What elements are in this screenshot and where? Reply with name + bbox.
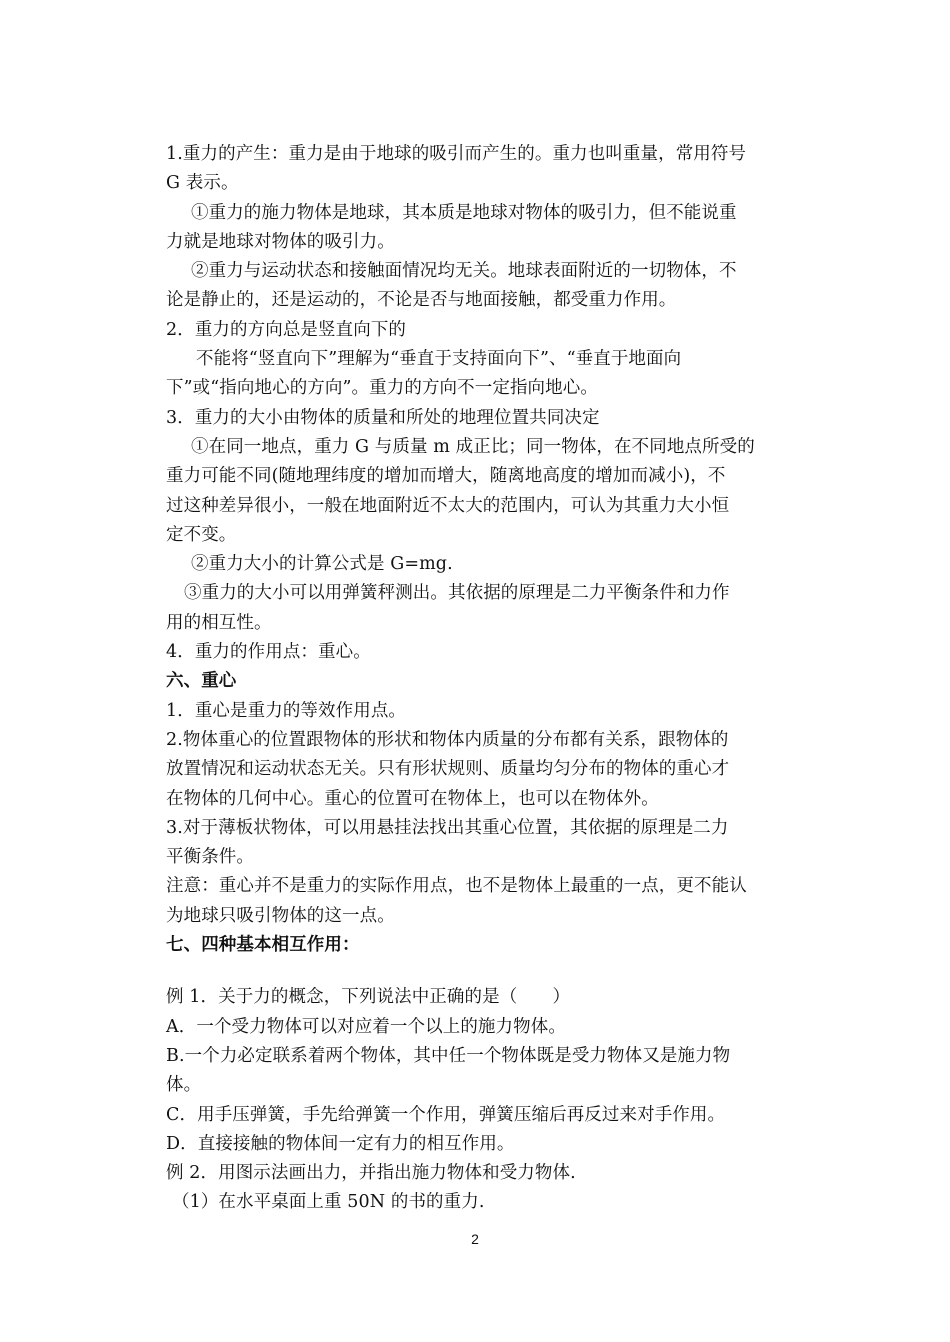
example-question: 例 1．关于力的概念，下列说法中正确的是（ ） bbox=[166, 987, 571, 1008]
text-line: 放置情况和运动状态无关。只有形状规则、质量均匀分布的物体的重心才 bbox=[166, 759, 730, 780]
option-c: C．用手压弹簧，手先给弹簧一个作用，弹簧压缩后再反过来对手作用。 bbox=[166, 1104, 726, 1125]
text-line: 1．重心是重力的等效作用点。 bbox=[166, 700, 407, 721]
text-line: 在物体的几何中心。重心的位置可在物体上，也可以在物体外。 bbox=[166, 788, 659, 809]
option-b-cont: 体。 bbox=[166, 1075, 202, 1096]
section-heading: 六、重心 bbox=[166, 671, 237, 692]
text-line: ①重力的施力物体是地球，其本质是地球对物体的吸引力，但不能说重 bbox=[191, 202, 737, 223]
option-d: D．直接接触的物体间一定有力的相互作用。 bbox=[166, 1133, 515, 1154]
text-line: ③重力的大小可以用弹簧秤测出。其依据的原理是二力平衡条件和力作 bbox=[184, 583, 730, 604]
sub-question: （1）在水平桌面上重 50N 的书的重力. bbox=[172, 1192, 485, 1213]
option-b: B.一个力必定联系着两个物体，其中任一个物体既是受力物体又是施力物 bbox=[166, 1045, 731, 1066]
text-line: ①在同一地点，重力 G 与质量 m 成正比；同一物体，在不同地点所受的 bbox=[191, 436, 755, 457]
text-line: ②重力大小的计算公式是 G=mg. bbox=[191, 554, 453, 575]
page-content bbox=[166, 140, 786, 1218]
text-line: 力就是地球对物体的吸引力。 bbox=[166, 231, 395, 252]
text-line: 注意：重心并不是重力的实际作用点，也不是物体上最重的一点，更不能认 bbox=[166, 876, 747, 897]
text-line: 不能将“竖直向下”理解为“垂直于支持面向下”、“垂直于地面向 bbox=[196, 349, 682, 370]
page-number: 2 bbox=[471, 1231, 479, 1247]
text-line: ②重力与运动状态和接触面情况均无关。地球表面附近的一切物体，不 bbox=[191, 261, 737, 282]
text-line: 重力可能不同(随地理纬度的增加而增大，随离地高度的增加而减小)，不 bbox=[166, 466, 726, 487]
text-line: G 表示。 bbox=[166, 173, 239, 194]
text-line: 平衡条件。 bbox=[166, 847, 254, 868]
text-line: 4．重力的作用点：重心。 bbox=[166, 642, 371, 663]
section-heading: 七、四种基本相互作用： bbox=[166, 935, 360, 956]
example-question: 例 2．用图示法画出力，并指出施力物体和受力物体. bbox=[166, 1163, 576, 1184]
text-line: 2.物体重心的位置跟物体的形状和物体内质量的分布都有关系，跟物体的 bbox=[166, 729, 729, 750]
text-line: 下”或“指向地心的方向”。重力的方向不一定指向地心。 bbox=[166, 378, 598, 399]
option-a: A．一个受力物体可以对应着一个以上的施力物体。 bbox=[166, 1016, 566, 1037]
text-line: 过这种差异很小，一般在地面附近不太大的范围内，可认为其重力大小恒 bbox=[166, 495, 730, 516]
blank-line bbox=[166, 960, 786, 983]
text-line: 论是静止的，还是运动的，不论是否与地面接触，都受重力作用。 bbox=[166, 290, 677, 311]
text-line: 为地球只吸引物体的这一点。 bbox=[166, 905, 395, 926]
text-line: 3．重力的大小由物体的质量和所处的地理位置共同决定 bbox=[166, 407, 600, 428]
text-line: 2．重力的方向总是竖直向下的 bbox=[166, 319, 407, 340]
text-line: 3.对于薄板状物体，可以用悬挂法找出其重心位置，其依据的原理是二力 bbox=[166, 817, 729, 838]
text-line: 定不变。 bbox=[166, 524, 237, 545]
text-line: 用的相互性。 bbox=[166, 612, 272, 633]
text-line: 1.重力的产生：重力是由于地球的吸引而产生的。重力也叫重量，常用符号 bbox=[166, 144, 747, 164]
